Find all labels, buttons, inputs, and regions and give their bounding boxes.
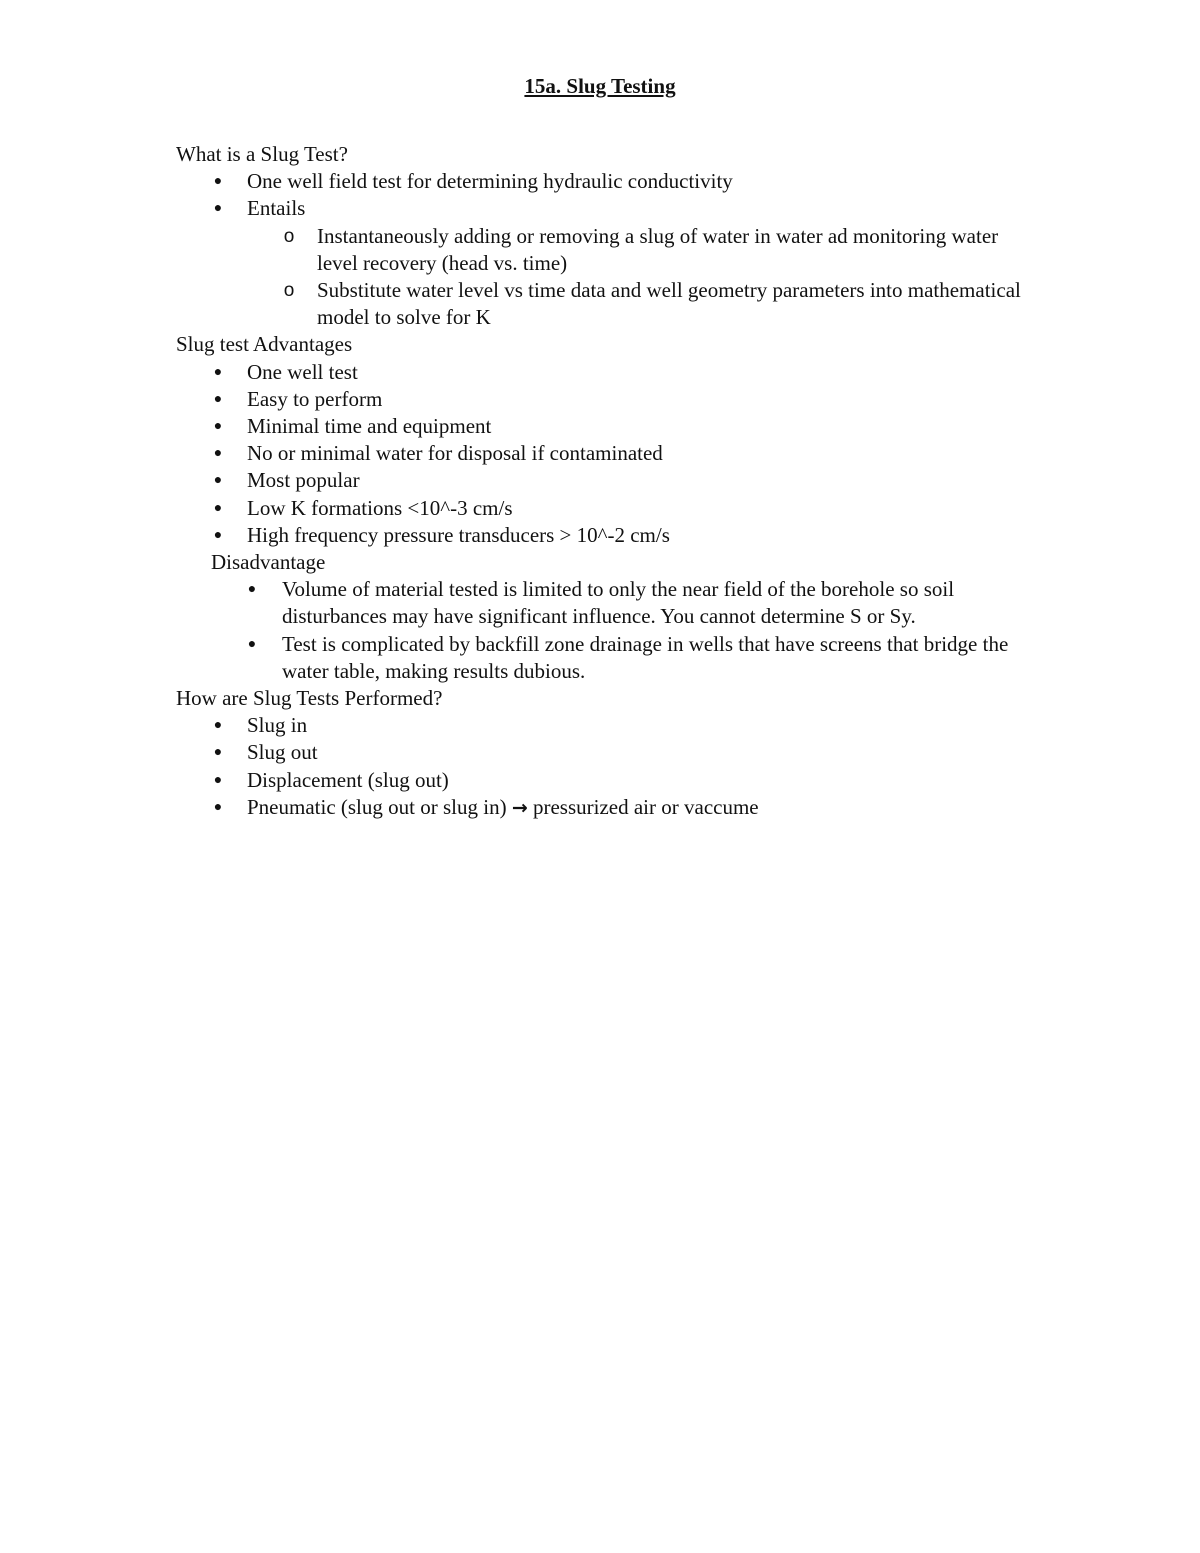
list-item-text: Slug in — [247, 713, 308, 738]
list-item — [176, 576, 1036, 630]
list-item — [176, 359, 1036, 386]
bullet-icon: ● — [213, 799, 223, 815]
section-heading-how-performed: How are Slug Tests Performed? — [176, 686, 443, 711]
list-item — [176, 440, 1036, 467]
list-item-text-before-arrow: Pneumatic (slug out or slug in) — [247, 794, 507, 819]
list-item — [176, 413, 1036, 440]
page-title: 15a. Slug Testing — [524, 74, 676, 98]
list-item — [176, 168, 1036, 195]
bullet-icon: ● — [213, 473, 223, 489]
sub-bullet-icon: o — [283, 225, 295, 247]
bullet-icon: ● — [213, 446, 223, 462]
list-item — [176, 386, 1036, 413]
bullet-icon: ● — [247, 582, 257, 598]
sub-list-item-text: Substitute water level vs time data and well geometry parameters into mathematical model to solve for K — [317, 278, 1021, 330]
list-item — [176, 467, 1036, 494]
bullet-icon: ● — [213, 772, 223, 788]
document-body — [176, 141, 1036, 822]
sub-list-item-text: Instantaneously adding or removing a slug of water in water ad monitoring water level recovery (head vs. time) — [317, 223, 999, 275]
section-heading-disadvantage: Disadvantage — [211, 550, 326, 575]
list-item — [176, 767, 1036, 794]
list-item-text: Entails — [247, 196, 306, 221]
section-heading-what-is: What is a Slug Test? — [176, 142, 348, 166]
list-item-text: Displacement (slug out) — [247, 767, 449, 792]
list-item-text-after-arrow: pressurized air or vaccume — [532, 794, 759, 819]
list-item — [176, 195, 1036, 222]
list-item-text: One well test — [247, 359, 358, 384]
section-heading-advantages: Slug test Advantages — [176, 332, 353, 357]
bullet-icon: ● — [213, 527, 223, 543]
list-item-text: Test is complicated by backfill zone drainage in wells that have screens that bridge the water table, making results dubious. — [282, 631, 1009, 683]
list-item-text: Easy to perform — [247, 386, 383, 411]
bullet-icon: ● — [213, 500, 223, 516]
sub-bullet-icon: o — [283, 280, 295, 302]
bullet-icon: ● — [247, 636, 257, 652]
list-item-text: One well field test for determining hydraulic conductivity — [247, 169, 733, 194]
list-item-text: Low K formations <10^-3 cm/s — [247, 495, 513, 520]
bullet-icon: ● — [213, 201, 223, 217]
list-item-text: Minimal time and equipment — [247, 414, 492, 439]
right-arrow-icon: → — [511, 796, 528, 819]
list-item-text: High frequency pressure transducers > 10^-2 cm/s — [247, 522, 670, 547]
list-item — [176, 631, 1036, 685]
bullet-icon: ● — [213, 419, 223, 435]
list-item-text: Volume of material tested is limited to only the near field of the borehole so soil disturbances may have significant influence. You cannot determine S or Sy. — [282, 577, 955, 629]
list-item — [176, 712, 1036, 739]
list-item-text: No or minimal water for disposal if contaminated — [247, 441, 663, 466]
list-item-text: Slug out — [247, 740, 318, 765]
sub-list-item — [176, 277, 1036, 331]
bullet-icon: ● — [213, 745, 223, 761]
list-item — [176, 794, 1036, 822]
bullet-icon: ● — [213, 364, 223, 380]
bullet-icon: ● — [213, 718, 223, 734]
list-item — [176, 495, 1036, 522]
sub-list-item — [176, 223, 1036, 277]
bullet-icon: ● — [213, 174, 223, 190]
list-item — [176, 739, 1036, 766]
list-item-text: Most popular — [247, 468, 360, 493]
bullet-icon: ● — [213, 391, 223, 407]
list-item — [176, 522, 1036, 549]
